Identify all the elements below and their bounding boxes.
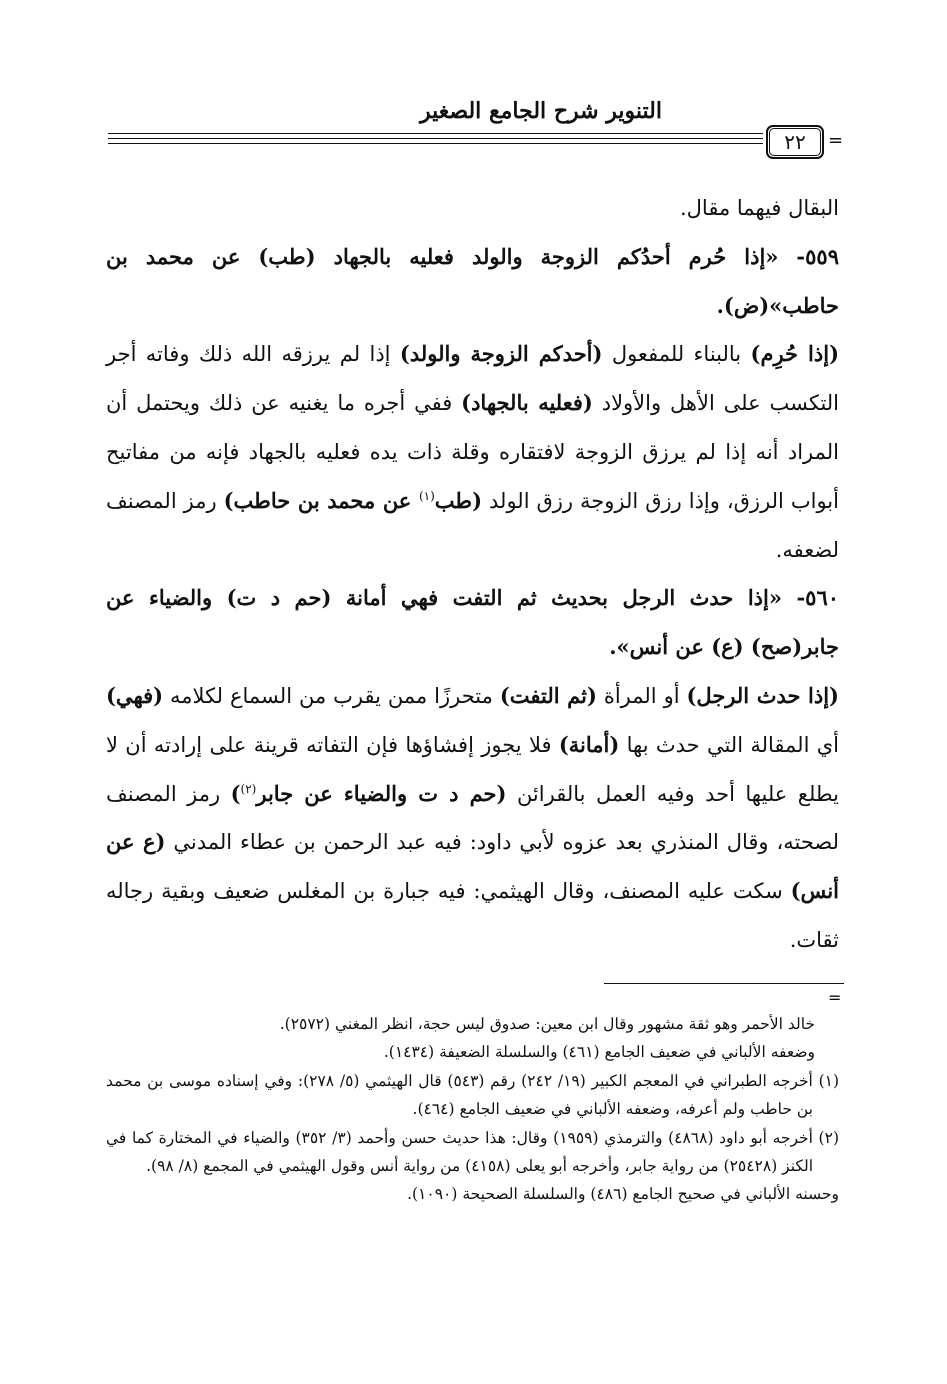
- hadith-560: ٥٦٠- «إذا حدث الرجل بحديث ثم التفت فهي أمانة (حم د ت) والضياء عن جابر(صح) (ع) عن أنس».: [106, 585, 840, 660]
- footnote-continuation: خالد الأحمر وهو ثقة مشهور وقال ابن معين: صدوق ليس حجة، انظر المغني (٢٥٧٢).: [279, 1015, 815, 1033]
- footnote-continuation-mark: =: [828, 988, 842, 1007]
- header-rule: [108, 133, 763, 134]
- commentary-text: رمز المصنف لصحته، وقال المنذري بعد عزوه لأبي داود: فيه عبد الرحمن بن عطاء المدني: [106, 781, 839, 855]
- quoted-phrase: (إذا حدث الرجل): [686, 682, 839, 708]
- source-reference: (حم د ت والضياء عن جابر: [256, 780, 507, 806]
- header-rule: [108, 143, 763, 144]
- explanation-559: [106, 330, 839, 574]
- footnote-1: (١) أخرجه الطبراني في المعجم الكبير (١٩/ ٢٤٢) رقم (٥٤٣) قال الهيثمي (٥/ ٢٧٨): وفي إسناده موسى بن محمد بن حاطب ولم أعرفه، وضعفه الألباني في ضعيف الجامع (٤٦٤).: [106, 1071, 840, 1119]
- hadith-559: ٥٥٩- «إذا حُرم أحدُكم الزوجة والولد فعليه بالجهاد (طب) عن محمد بن حاطب»(ض).: [106, 243, 839, 318]
- commentary-text: أو المرأة: [596, 683, 687, 708]
- footnote-continuation: وضعفه الألباني في ضعيف الجامع (٤٦١) والسلسلة الضعيفة (١٤٣٤).: [383, 1043, 815, 1062]
- footnote-2: (٢) أخرجه أبو داود (٤٨٦٨) والترمذي (١٩٥٩) وقال: هذا حديث حسن وأحمد (٣/ ٣٥٢) والضياء في المختارة كما في الكنز (٢٥٤٢٨) من رواية جابر، وأخرجه أبو يعلى (٤١٥٨) من رواية أنس وقول الهيثمي في المجمع (٨/ ٩٨).: [106, 1128, 839, 1176]
- commentary-text: فلا يجوز إفشاؤها فإن التفاته قرينة على إرادته أن لا يطلع عليها أحد وفيه العمل بالقرائن: [106, 732, 839, 806]
- main-text: [106, 184, 839, 965]
- commentary-text: رمز المصنف لضعفه.: [106, 488, 839, 562]
- commentary-text: متحرزًا ممن يقرب من السماع لكلامه: [163, 683, 500, 708]
- header-edge-mark: =: [828, 130, 844, 151]
- quoted-phrase: (إذا حُرِم): [750, 341, 840, 367]
- footnote-2-continuation: وحسنه الألباني في صحيح الجامع (٤٨٦) والسلسلة الصحيحة (١٠٩٠).: [407, 1185, 839, 1204]
- source-reference: عن محمد بن حاطب): [223, 487, 419, 513]
- quoted-phrase: (فعليه بالجهاد): [461, 390, 593, 416]
- explanation-560: [106, 672, 839, 965]
- source-reference: (ع عن أنس): [106, 829, 839, 904]
- quoted-phrase: (ثم التفت): [499, 682, 597, 708]
- header-rule: [108, 138, 763, 139]
- source-reference: ): [230, 780, 241, 806]
- commentary-text: ففي أجره ما يغنيه عن ذلك ويحتمل أن المراد أنه إذا لم يرزق الزوجة لافتقاره وقلة ذات يده فعليه بالجهاد فإنه من مفاتيح أبواب الرزق، وإذا رزق الزوجة رزق الولد: [106, 391, 839, 513]
- running-header-title: التنوير شرح الجامع الصغير: [420, 98, 662, 124]
- page-number: ٢٢: [766, 125, 824, 159]
- quoted-phrase: (أمانة): [558, 731, 620, 757]
- commentary-text: إذا لم يرزقه الله ذلك وفاته أجر التكسب على الأهل والأولاد: [106, 342, 840, 416]
- footnote-separator: [604, 983, 844, 984]
- quoted-phrase: (أحدكم الزوجة والولد): [399, 341, 603, 367]
- quoted-phrase: (فهي): [106, 682, 164, 708]
- source-reference: (طب: [434, 487, 483, 513]
- commentary-text: سكت عليه المصنف، وقال الهيثمي: فيه جبارة بن المغلس ضعيف وبقية رجاله ثقات.: [106, 879, 839, 952]
- commentary-text: بالبناء للمفعول: [602, 342, 751, 367]
- commentary-text: أي المقالة التي حدث بها: [619, 732, 839, 757]
- footnote-marker-1[interactable]: (١): [418, 488, 435, 503]
- footnotes: [106, 1010, 839, 1209]
- footnote-marker-2[interactable]: (٢): [240, 781, 257, 796]
- paragraph-continuation: البقال فيهما مقال.: [680, 196, 839, 220]
